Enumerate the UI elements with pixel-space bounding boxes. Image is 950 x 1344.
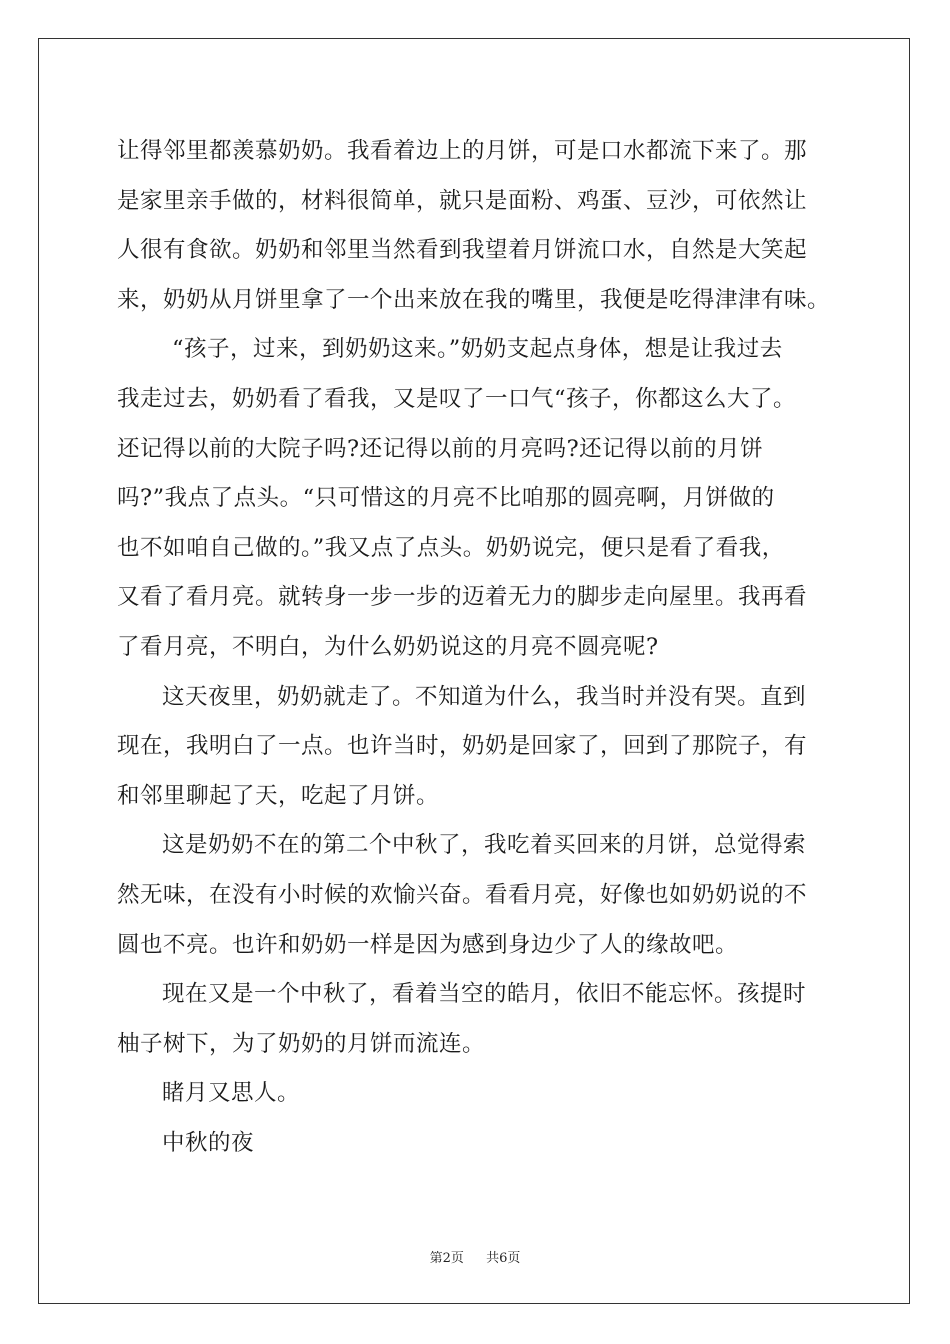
document-body: [117, 127, 837, 1168]
text-line: 吗?”我点了点头。“只可惜这的月亮不比咱那的圆亮啊，月饼做的: [117, 485, 775, 512]
paragraph-first-line: 这天夜里，奶奶就走了。不知道为什么，我当时并没有哭。直到: [162, 683, 807, 710]
text-line: 让得邻里都羡慕奶奶。我看着边上的月饼，可是口水都流下来了。那: [117, 138, 808, 164]
text-line: 还记得以前的大院子吗?还记得以前的月亮吗?还记得以前的月饼: [117, 435, 764, 462]
text-line: 是家里亲手做的，材料很简单，就只是面粉、鸡蛋、豆沙，可依然让: [117, 187, 808, 214]
paragraph-first-line: 中秋的夜: [162, 1129, 255, 1156]
page-total: 共6页: [486, 1251, 521, 1266]
paragraph-first-line: 这是奶奶不在的第二个中秋了，我吃着买回来的月饼，总觉得索: [162, 832, 807, 859]
page-footer: [0, 1247, 950, 1266]
text-line: 现在，我明白了一点。也许当时，奶奶是回家了，回到了那院子，有: [117, 733, 808, 760]
text-line: 和邻里聊起了天，吃起了月饼。: [117, 782, 440, 809]
text-line: 柚子树下，为了奶奶的月饼而流连。: [117, 1030, 486, 1057]
text-line: 来，奶奶从月饼里拿了一个出来放在我的嘴里，我便是吃得津津有味。: [117, 286, 831, 313]
text-line: 我走过去，奶奶看了看我，又是叹了一口气“孩子，你都这么大了。: [117, 385, 797, 412]
text-line: 然无味，在没有小时候的欢愉兴奋。看看月亮，好像也如奶奶说的不: [117, 881, 808, 908]
text-line: 人很有食欲。奶奶和邻里当然看到我望着月饼流口水，自然是大笑起: [117, 237, 808, 264]
text-line: 又看了看月亮。就转身一步一步的迈着无力的脚步走向屋里。我再看: [117, 584, 808, 611]
text-line: 也不如咱自己做的。”我又点了点头。奶奶说完，便只是看了看我，: [117, 534, 785, 561]
text-line: 了看月亮，不明白，为什么奶奶说这的月亮不圆亮呢?: [117, 633, 659, 660]
paragraph-first-line: 睹月又思人。: [162, 1080, 301, 1107]
paragraph-first-line: “孩子，过来，到奶奶这来。”奶奶支起点身体，想是让我过去: [172, 336, 783, 363]
paragraph-first-line: 现在又是一个中秋了，看着当空的皓月，依旧不能忘怀。孩提时: [162, 981, 807, 1008]
text-line: 圆也不亮。也许和奶奶一样是因为感到身边少了人的缘故吧。: [117, 931, 739, 958]
page-number: 第2页: [429, 1251, 464, 1266]
